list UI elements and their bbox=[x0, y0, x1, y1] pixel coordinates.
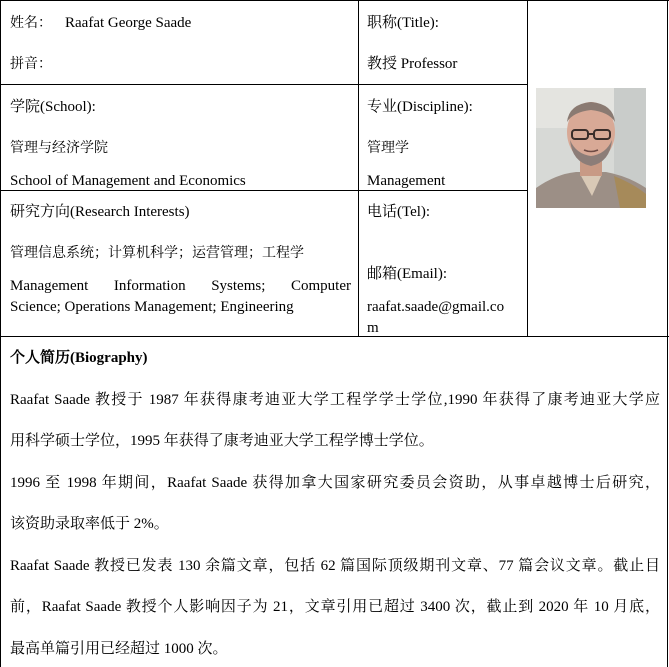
bio-heading: 个人简历(Biography) bbox=[10, 350, 148, 366]
school-cn: 管理与经济学院 bbox=[10, 140, 108, 156]
bio-line: Raafat Saade 教授已发表 130 余篇文章，包括 62 篇国际顶级期刊文章、77 篇会议文章。截止目 bbox=[10, 558, 660, 574]
discipline-label: 专业(Discipline): bbox=[367, 99, 473, 115]
bio-line: 用科学硕士学位，1995 年获得了康考迪亚大学工程学博士学位。 bbox=[10, 433, 434, 449]
school-en: School of Management and Economics bbox=[10, 173, 246, 189]
pinyin-label: 拼音： bbox=[10, 56, 52, 72]
discipline-en: Management bbox=[367, 173, 446, 189]
bio-line: 1996 至 1998 年期间，Raafat Saade 获得加拿大国家研究委员会资助，从事卓越博士后研究， bbox=[10, 475, 660, 491]
column-divider-1 bbox=[358, 0, 359, 337]
email-line2: m bbox=[367, 320, 379, 336]
row-divider-1 bbox=[0, 84, 527, 85]
bio-line: Raafat Saade 教授于 1987 年获得康考迪亚大学工程学学士学位,1990 年获得了康考迪亚大学应 bbox=[10, 392, 660, 408]
row-divider-3 bbox=[0, 336, 669, 337]
table-border-left bbox=[0, 0, 1, 667]
research-cn: 管理信息系统；计算机科学；运营管理；工程学 bbox=[10, 245, 304, 261]
research-en-line2: Science; Operations Management; Engineering bbox=[10, 299, 294, 315]
title-label: 职称(Title): bbox=[367, 15, 439, 31]
name-value: Raafat George Saade bbox=[65, 15, 192, 31]
row-divider-2 bbox=[0, 190, 527, 191]
bio-line: 前，Raafat Saade 教授个人影响因子为 21，文章引用已超过 3400 次，截止到 2020 年 10 月底， bbox=[10, 599, 660, 615]
name-label: 姓名： bbox=[10, 15, 52, 31]
profile-photo bbox=[536, 88, 646, 208]
email-line1: raafat.saade@gmail.co bbox=[367, 299, 505, 315]
research-en-line1: Management Information Systems; Computer bbox=[10, 278, 351, 294]
bio-line: 最高单篇引用已经超过 1000 次。 bbox=[10, 641, 228, 657]
table-border-top bbox=[0, 0, 669, 1]
discipline-cn: 管理学 bbox=[367, 140, 409, 156]
tel-label: 电话(Tel): bbox=[367, 204, 431, 220]
title-value: 教授 Professor bbox=[367, 56, 458, 72]
bio-line: 该资助录取率低于 2%。 bbox=[10, 516, 169, 532]
research-label: 研究方向(Research Interests) bbox=[10, 204, 190, 220]
column-divider-2 bbox=[527, 0, 528, 337]
email-label: 邮箱(Email): bbox=[367, 266, 447, 282]
table-border-right bbox=[667, 0, 668, 667]
school-label: 学院(School): bbox=[10, 99, 96, 115]
